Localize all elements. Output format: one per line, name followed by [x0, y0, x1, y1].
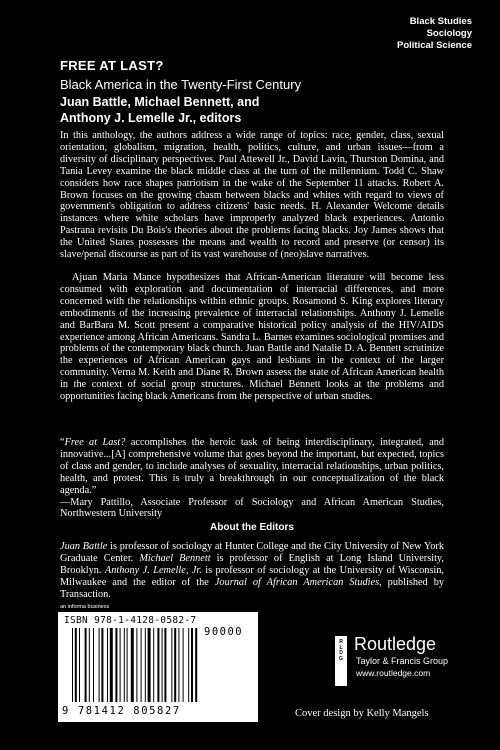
logo-letters: R L D G [339, 639, 343, 662]
cover-design-credit: Cover design by Kelly Mangels [295, 708, 429, 719]
informa-tagline: an informa business [60, 604, 110, 610]
editor-name-1: Juan Battle [60, 541, 108, 552]
editor-name-2: Michael Bennett [139, 552, 211, 564]
subject-sociology: Sociology [426, 28, 472, 39]
isbn-text: ISBN 978-1-4128-0582-7 [64, 615, 197, 626]
journal-name: Journal of African American Studies [214, 576, 380, 588]
about-text-3: is professor of sociology at the University of Wisconsin, Milwaukee and the editor of the [60, 564, 444, 588]
about-text-2: is professor of English at Long Island University, Brooklyn. [60, 552, 444, 576]
about-editors-heading: About the Editors [210, 522, 294, 533]
about-text-4: , published by Transaction. [60, 576, 444, 600]
barcode-bars [72, 628, 240, 702]
publisher-url: www.routledge.com [356, 668, 431, 678]
review-open-quote: “ [60, 437, 65, 448]
editors-line-2: Anthony J. Lemelle Jr., editors [60, 111, 242, 125]
subject-political-science: Political Science [397, 40, 472, 51]
price-code: 90000 [204, 626, 244, 638]
subject-black-studies: Black Studies [409, 16, 472, 27]
editor-name-3: Anthony J. Lemelle, Jr. [104, 564, 202, 576]
editors-line-1: Juan Battle, Michael Bennett, and [60, 95, 260, 109]
review-book-ref: Free at Last? [64, 437, 126, 448]
isbn-barcode [58, 612, 258, 722]
review-attribution: —Mary Pattillo, Associate Professor of Sociology and African American Studies, Northwestern University [60, 496, 444, 520]
subject-categories [397, 16, 472, 52]
editors-block [60, 94, 259, 126]
about-text-1: is professor of sociology at Hunter College and the City University of New York Graduate Center. [60, 541, 444, 564]
barcode-digits: 9 781412 805827 [62, 705, 181, 717]
review-quote [60, 437, 444, 520]
publisher-name: Routledge [354, 634, 437, 654]
about-editors-text [60, 541, 444, 601]
book-subtitle: Black America in the Twenty-First Century [60, 77, 302, 92]
routledge-logo-icon [335, 636, 347, 686]
book-title: FREE AT LAST? [60, 58, 164, 73]
description-paragraph-2: Ajuan Maria Mance hypothesizes that African-American literature will become less consumed with exploration and documentation of interracial differences, and more concerned with the relationships within ethnic groups. Rosamond S. King explores literary embodiments of the increasing prevalence of interracial relationships. Anthony J. Lemelle and BarBara M. Scott present a comparative historical policy analysis of the HIV/AIDS experience among African Americans. Sandra L. Barnes examines sociological promises and problems of the contemporary black church. Juan Battle and Natalie D. A. Bennett scrutinize the experiences of African American gays and lesbians in the context of the larger community. Verna M. Keith and Diane R. Brown assess the state of African American health in the context of social group structures. Michael Bennett looks at the problems and opportunities facing black Americans from the perspective of urban studies. [60, 272, 444, 403]
publisher-group: Taylor & Francis Group [356, 656, 449, 666]
description-paragraph-1: In this anthology, the authors address a wide range of topics: race, gender, class, sexual orientation, globalism, migration, health, politics, culture, and urban issues—from a diversity of disciplinary perspectives. Paul Attewell Jr., David Lavin, Thurston Domina, and Tania Levey examine the black middle class at the turn of the millennium. Todd C. Shaw considers how race shapes patriotism in the wake of the September 11 attacks. Robert A. Brown focuses on the growing chasm between blacks and whites with regard to views of government's obligation to address citizens' basic needs. H. Alexander Welcome details instances where white scholars have improperly analyzed black experiences. Antonio Pastrana revisits Du Bois's theories about the problems facing blacks. Joy James shows that the United States possesses the means and wealth to record and preserve (or censor) its slave/penal discourse as part of its vast warehouse of (neo)slave narratives. [60, 130, 444, 261]
review-text: accomplishes the heroic task of being interdisciplinary, integrated, and innovative...[A] comprehensive volume that goes beyond the important, but expected, topics of class and gender, to include analyses of sexuality, interracial relationships, urban politics, health, and protest. This is truly a breakthrough in our conceptualization of the black agenda.” [60, 437, 445, 496]
